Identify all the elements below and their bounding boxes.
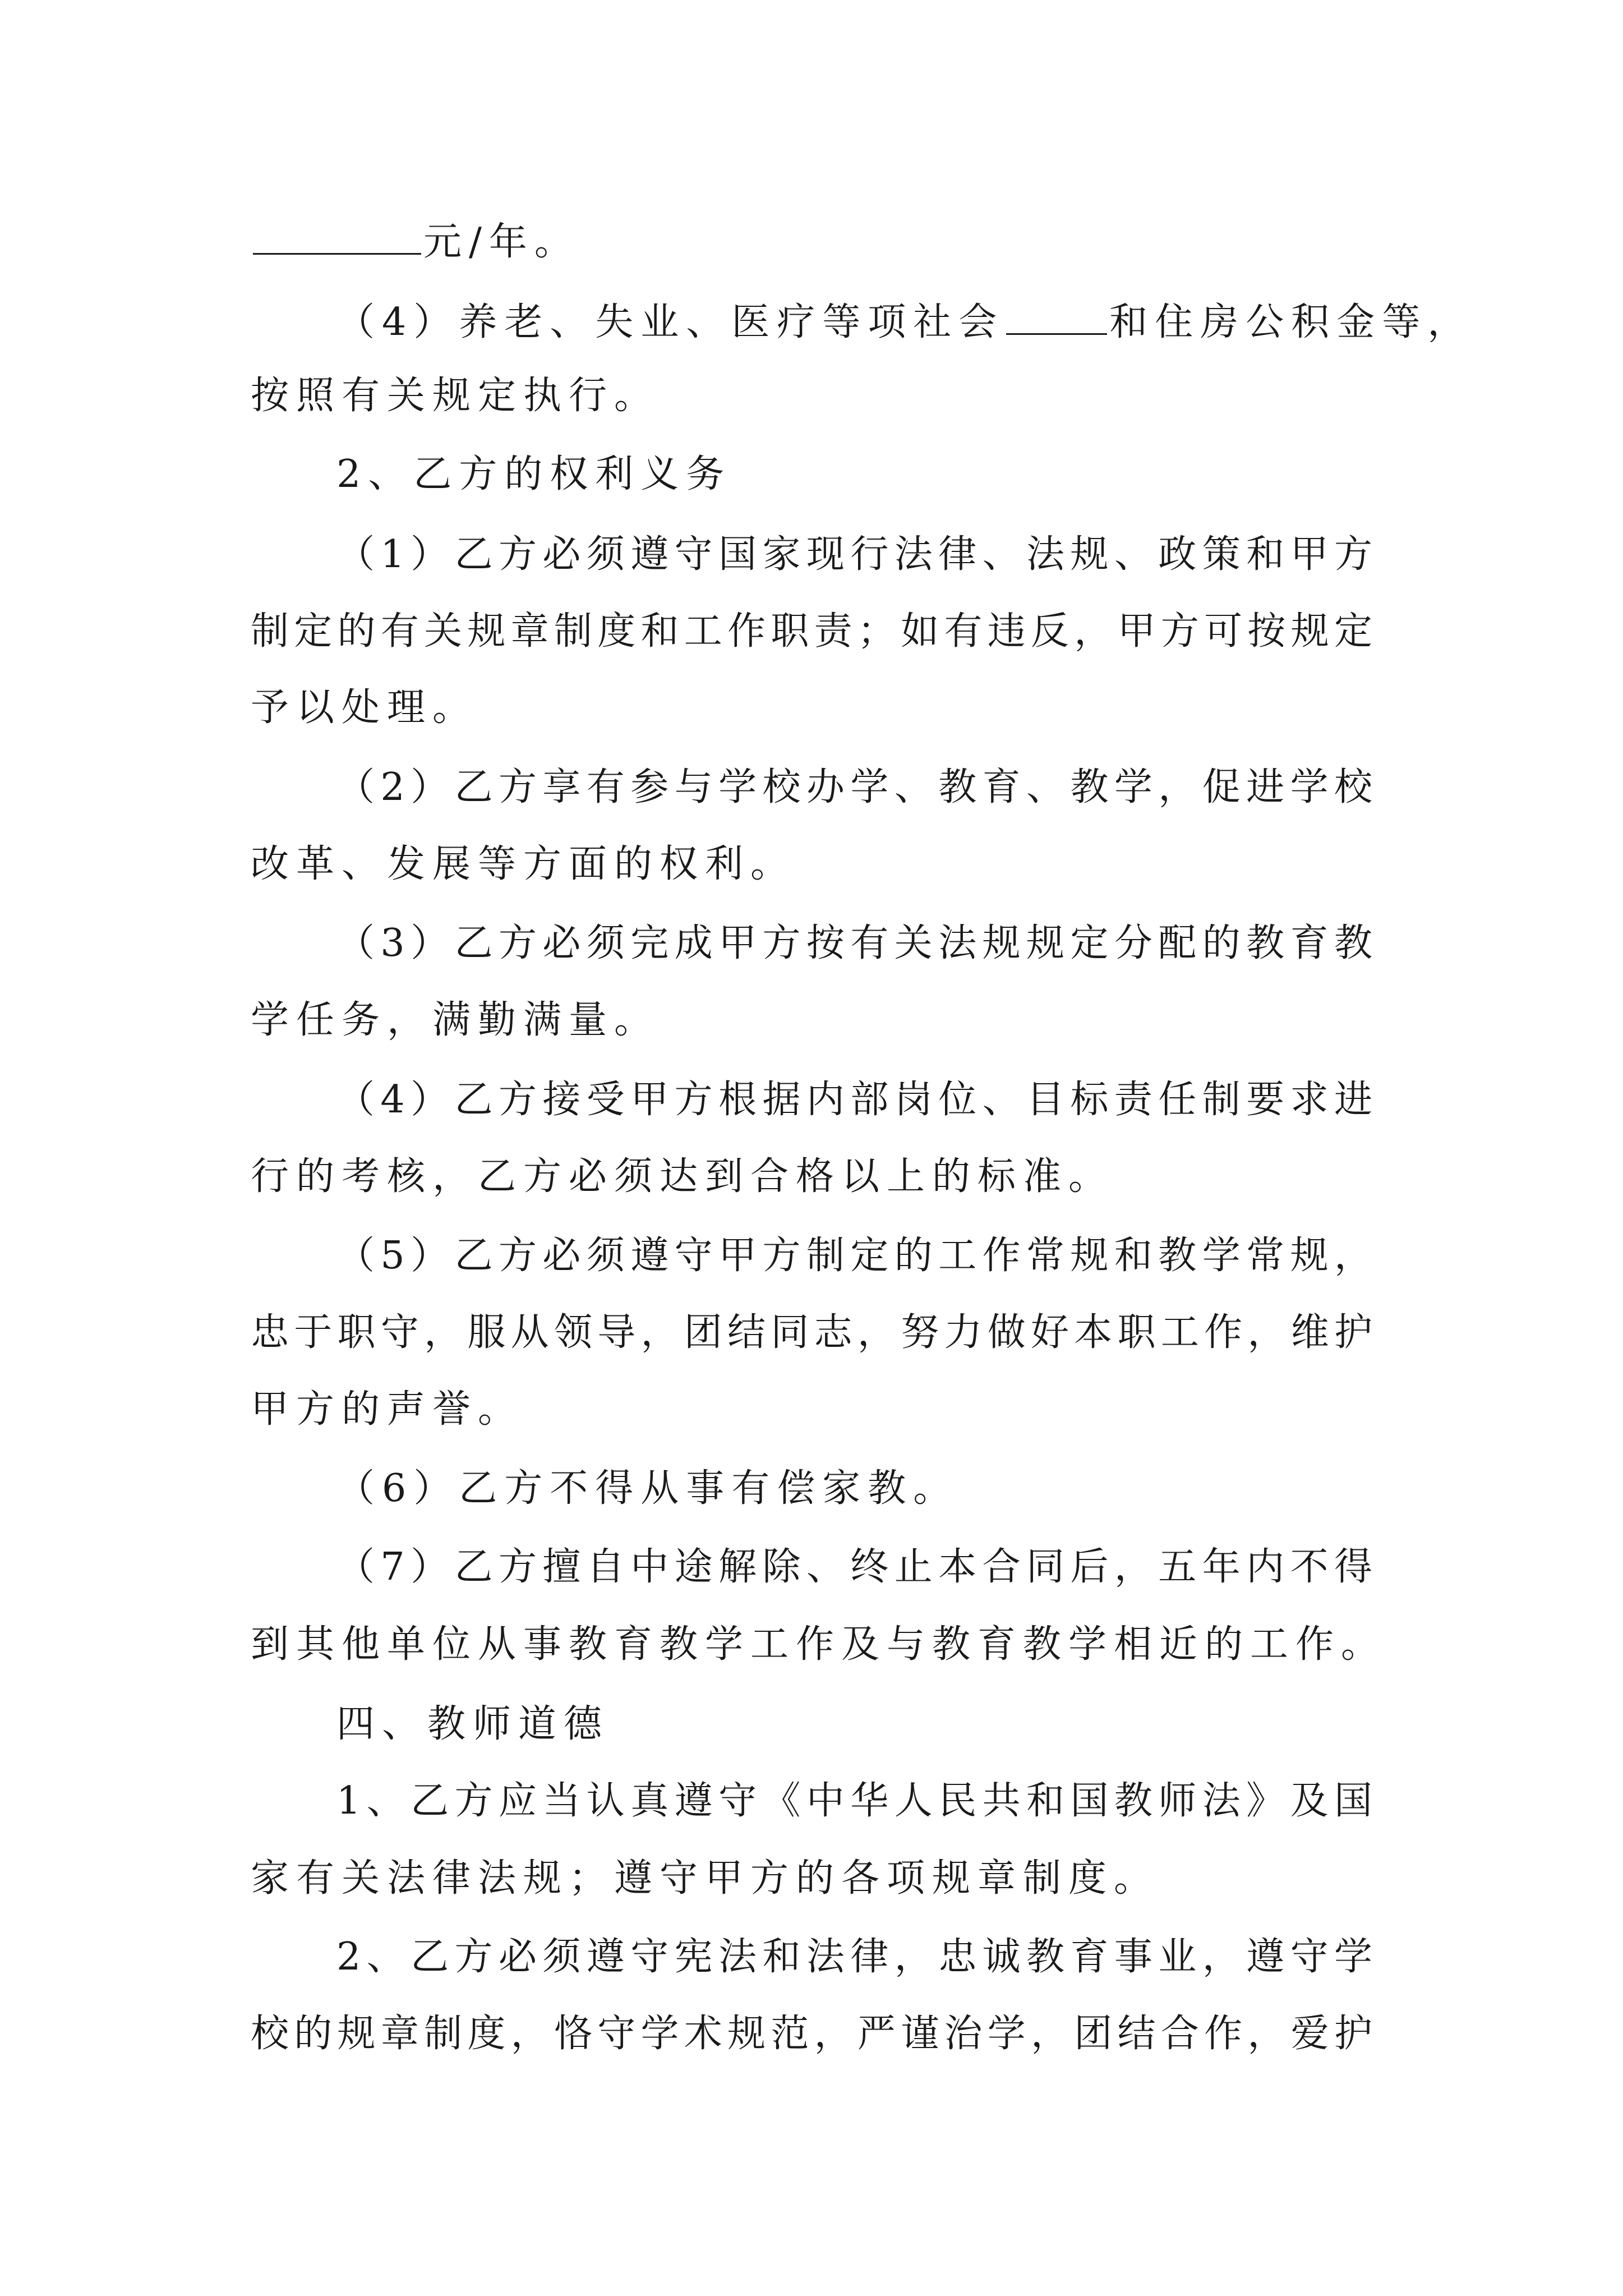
blank-underline bbox=[1006, 301, 1107, 335]
text-line: （1）乙方必须遵守国家现行法律、法规、政策和甲方 bbox=[336, 532, 1372, 577]
section-heading: 四、教师道德 bbox=[336, 1702, 610, 1746]
line-text: （4）养老、失业、医疗等项社会 bbox=[336, 300, 1004, 344]
text-line: 按照有关规定执行。 bbox=[251, 374, 660, 418]
text-line: 家有关法律法规；遵守甲方的各项规章制度。 bbox=[251, 1856, 1160, 1901]
line-text: 和住房公积金等， bbox=[1109, 300, 1473, 344]
text-line-salary bbox=[251, 220, 580, 264]
text-line: 制定的有关规章制度和工作职责；如有违反，甲方可按规定 bbox=[251, 609, 1372, 654]
text-line: （4）乙方接受甲方根据内部岗位、目标责任制要求进 bbox=[336, 1078, 1372, 1122]
line-text: 元/年。 bbox=[423, 220, 580, 264]
text-line: （5）乙方必须遵守甲方制定的工作常规和教学常规， bbox=[336, 1234, 1372, 1278]
text-line: （3）乙方必须完成甲方按有关法规规定分配的教育教 bbox=[336, 921, 1372, 965]
text-line: 行的考核，乙方必须达到合格以上的标准。 bbox=[251, 1154, 1114, 1199]
text-line: 予以处理。 bbox=[251, 685, 478, 730]
text-line: 学任务，满勤满量。 bbox=[251, 998, 660, 1042]
text-line: 改革、发展等方面的权利。 bbox=[251, 842, 796, 886]
blank-underline bbox=[253, 220, 421, 255]
text-line-insurance bbox=[336, 301, 1473, 342]
text-line: 忠于职守，服从领导，团结同志，努力做好本职工作，维护 bbox=[251, 1310, 1372, 1355]
text-line: （7）乙方擅自中途解除、终止本合同后，五年内不得 bbox=[336, 1545, 1372, 1589]
text-line: 2、乙方必须遵守宪法和法律，忠诚教育事业，遵守学 bbox=[336, 1935, 1372, 1979]
text-line: （6）乙方不得从事有偿家教。 bbox=[336, 1466, 959, 1511]
text-line: 校的规章制度，恪守学术规范，严谨治学，团结合作，爱护 bbox=[251, 2012, 1372, 2056]
section-heading: 2、乙方的权利义务 bbox=[336, 452, 732, 496]
text-line: （2）乙方享有参与学校办学、教育、教学，促进学校 bbox=[336, 765, 1372, 809]
text-line: 甲方的声誉。 bbox=[251, 1387, 524, 1432]
text-line: 1、乙方应当认真遵守《中华人民共和国教师法》及国 bbox=[336, 1779, 1372, 1823]
text-line: 到其他单位从事教育教学工作及与教育教学相近的工作。 bbox=[251, 1622, 1387, 1667]
